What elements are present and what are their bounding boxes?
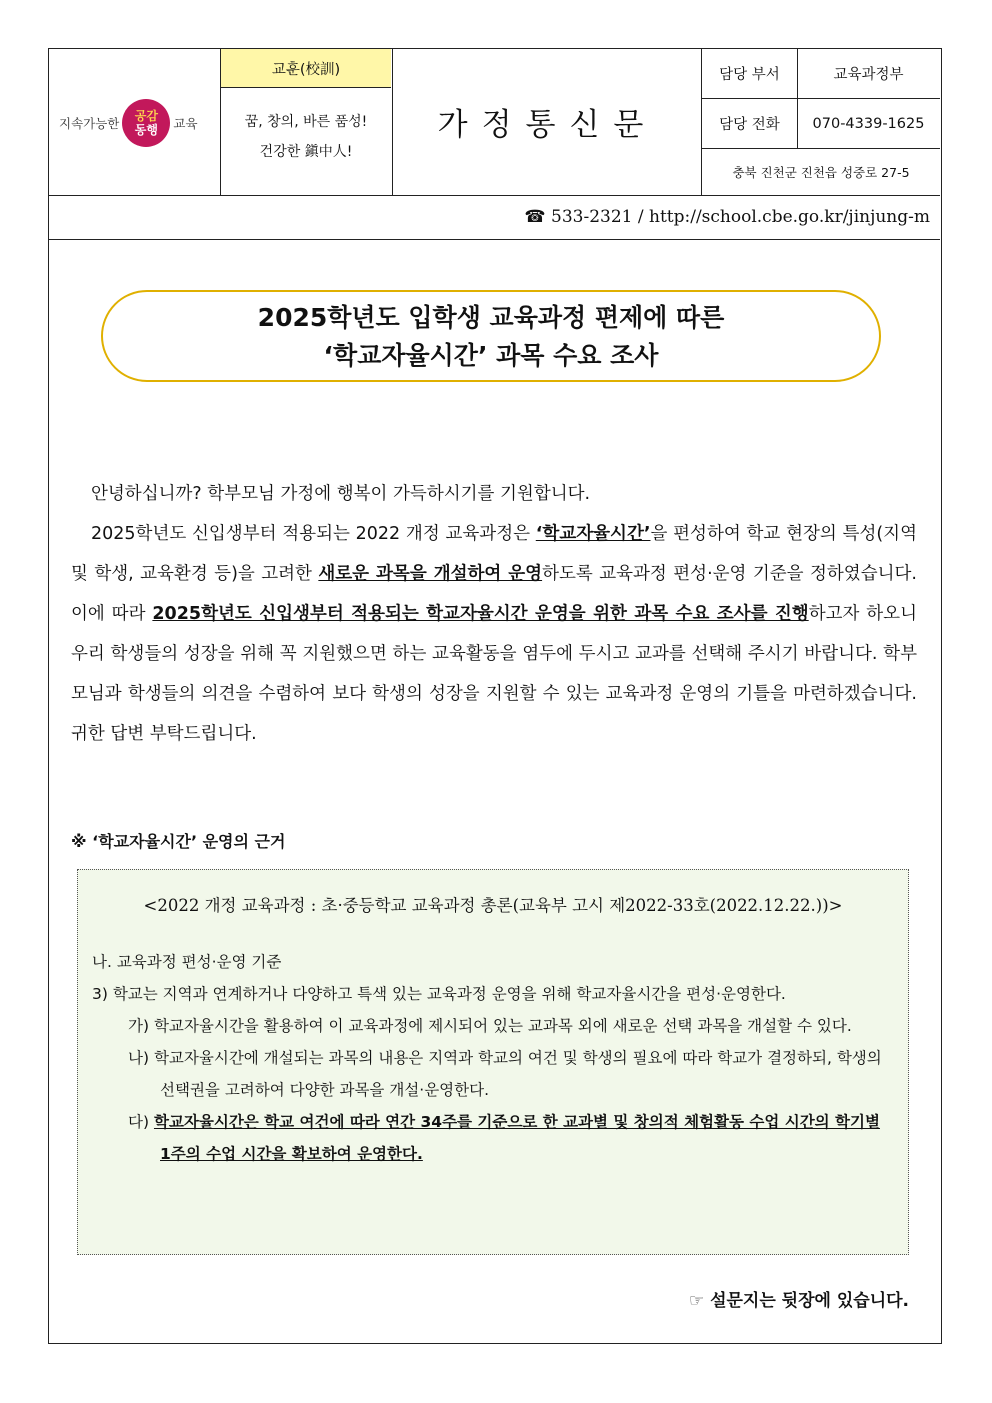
basis-heading: ※ ‘학교자율시간’ 운영의 근거	[71, 832, 286, 851]
logo-circle-top: 공감	[134, 109, 158, 123]
basis-item-3: 3) 학교는 지역과 연계하거나 다양하고 특색 있는 교육과정 운영을 위해 학교자율시간을 편성·운영한다.	[92, 985, 786, 1003]
dept-value: 교육과정부	[833, 67, 904, 83]
document-title-box	[101, 290, 881, 382]
info-cell	[702, 49, 940, 195]
body-text	[71, 474, 917, 754]
basis-item-nb: 나) 학교자율시간에 개설되는 과목의 내용은 지역과 학교의 여건 및 학생의 필요에 따라 학교가 결정하되, 학생의 선택권을 고려하여 다양한 과목을 개설·운영한다.	[128, 1049, 882, 1099]
motto-body	[221, 107, 391, 167]
school-logo	[59, 99, 198, 147]
motto-line-1: 꿈, 창의, 바른 품성!	[244, 114, 368, 130]
body-seg-2: 을 편성하여 학교 현장의 특성(지역 및 학생, 교육환경 등)을 고려한	[71, 524, 917, 584]
basis-item-da-text: 학교자율시간은 학교 여건에 따라 연간 34주를 기준으로 한 교과별 및 창의적 체험활동 수업 시간의 학기별 1주의 수업 시간을 확보하여 운영한다.	[153, 1113, 880, 1163]
phone-value: 070-4339-1625	[812, 115, 925, 132]
phone-row	[702, 99, 940, 149]
basis-item-na: 나. 교육과정 편성·운영 기준	[92, 953, 282, 971]
basis-box-title: <2022 개정 교육과정 : 초·중등학교 교육과정 총론(교육부 고시 제2022-33호(2022.12.22.))>	[143, 896, 843, 915]
body-seg-3: 하도록 교육과정 편성·운영 기준을 정하였습니다. 이에 따라	[71, 564, 917, 624]
basis-list	[92, 946, 892, 1170]
logo-cell	[49, 49, 221, 195]
phone-label: 담당 전화	[702, 99, 798, 148]
greeting: 안녕하십니까? 학부모님 가정에 행복이 가득하시기를 기원합니다.	[91, 484, 591, 504]
title-cell	[393, 49, 702, 195]
header-table	[49, 49, 940, 196]
title-line-1: 2025학년도 입학생 교육과정 편제에 따른	[257, 303, 725, 332]
basis-item-da	[92, 1106, 892, 1170]
contact-line: ☎ 533-2321 / http://school.cbe.go.kr/jinjung-m	[524, 207, 930, 227]
newsletter-title: 가정통신문	[437, 107, 658, 143]
body-seg-1: 2025학년도 신입생부터 적용되는 2022 개정 교육과정은	[91, 524, 536, 544]
basis-box	[77, 869, 909, 1255]
footer-text: 설문지는 뒷장에 있습니다.	[710, 1291, 909, 1311]
contact-row	[49, 195, 940, 240]
basis-item-ga: 가) 학교자율시간을 활용하여 이 교육과정에 제시되어 있는 교과목 외에 새로운 선택 과목을 개설할 수 있다.	[128, 1017, 852, 1035]
logo-circle-bottom: 동행	[134, 123, 158, 137]
motto-heading: 교훈(校訓)	[221, 49, 391, 88]
body-seg-4: 하고자 하오니 우리 학생들의 성장을 위해 꼭 지원했으면 하는 교육활동을 염두에 두시고 교과를 선택해 주시기 바랍니다. 학부모님과 학생들의 의견을 수렴하여 보다 학생의 성장을 지원할 수 있는 교육과정 운영의 기틀을 마련하겠습니다. 귀한 답변 부탁드립니다.	[71, 604, 917, 744]
logo-circle-icon	[122, 99, 170, 147]
dept-label: 담당 부서	[702, 49, 798, 98]
motto-cell	[221, 49, 393, 195]
basis-item-da-label: 다)	[128, 1113, 150, 1131]
motto-line-2: 건강한 鎭中人!	[259, 144, 353, 160]
body-underline-1: ‘학교자율시간’	[535, 524, 651, 544]
newsletter-frame	[48, 48, 942, 1344]
title-line-2: ‘학교자율시간’ 과목 수요 조사	[323, 341, 659, 370]
logo-left-text: 지속가능한	[59, 116, 120, 131]
dept-row	[702, 49, 940, 99]
address: 충북 진천군 진천읍 성중로 27-5	[732, 165, 910, 180]
body-paragraph	[71, 514, 917, 754]
logo-right-text: 교육	[173, 116, 198, 131]
footer-note	[689, 1286, 909, 1311]
body-underline-3: 2025학년도 신입생부터 적용되는 학교자율시간 운영을 위한 과목 수요 조사를 진행	[152, 604, 809, 624]
pointing-hand-icon: ☞	[688, 1291, 705, 1311]
body-underline-2: 새로운 과목을 개설하여 운영	[318, 564, 543, 584]
